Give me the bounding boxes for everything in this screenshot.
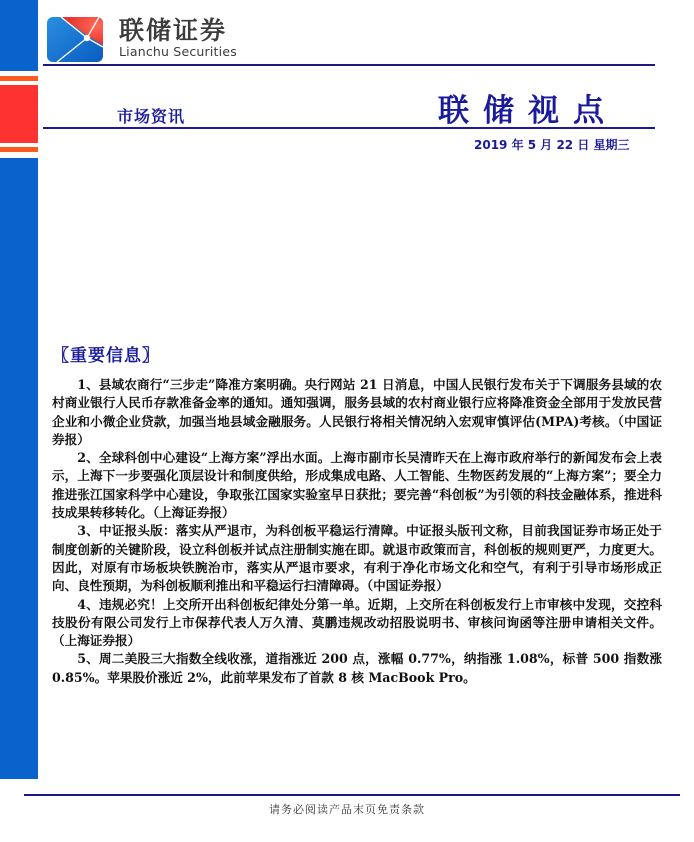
news-item: 5、周二美股三大指数全线收涨，道指涨近 200 点，涨幅 0.77%，纳指涨 1.08%，标普 500 指数涨 0.85%。苹果股价涨近 2%，此前苹果发布了首款 8 核 MacBook Pro。 (52, 651, 662, 685)
sidebar-bar-blue-top (0, 0, 38, 71)
news-item: 2、全球科创中心建设“上海方案”浮出水面。上海市副市长吴清昨天在上海市政府举行的新闻发布会上表示，上海下一步要强化顶层设计和制度供给，形成集成电路、人工智能、生物医药发展的“上海方案”；要全力推进张江国家科学中心建设，争取张江国家实验室早日获批；要完善“科创板”为引领的科技金融体系，推进科技成果转移转化。（上海证券报） (52, 450, 662, 521)
sidebar-stripe-orange (0, 76, 38, 81)
news-item: 4、违规必究！上交所开出科创板纪律处分第一单。近期，上交所在科创板发行上市审核中发现，交控科技股份有限公司发行上市保荐代表人万久清、莫鹏违规改动招股说明书、审核问询函等注册申请相关文件。（上海证券报） (52, 596, 662, 649)
news-item: 3、中证报头版：落实从严退市，为科创板平稳运行清障。中证报头版刊文称，目前我国证券市场正处于制度创新的关键阶段，设立科创板并试点注册制实施在即。就退市政策而言，科创板的规则更严，力度更大。因此，对原有市场板块铁腕治市，落实从严退市要求，有利于净化市场文化和空气，有利于引导市场形成正向、良性预期，为科创板顺利推出和平稳运行扫清障碍。（中国证券报） (52, 523, 662, 594)
sidebar-block-red (0, 85, 38, 143)
brand-name-en: Lianchu Securities (119, 44, 237, 59)
sidebar-stripe-orange (0, 147, 38, 152)
footer-divider (24, 794, 680, 796)
publish-date: 2019 年 5 月 22 日 星期三 (474, 138, 630, 152)
sidebar-bar-blue-bottom (0, 158, 38, 779)
important-info-heading: 〖重要信息〗 (52, 346, 160, 366)
section-label: 市场资讯 (117, 107, 186, 126)
brand-name-cn: 联储证券 (119, 16, 228, 45)
masthead-title: 联储视点 (438, 93, 618, 129)
news-list (52, 376, 662, 687)
lianchu-logo-icon (47, 17, 103, 62)
news-item: 1、县域农商行“三步走”降准方案明确。央行网站 21 日消息，中国人民银行发布关于下调服务县域的农村商业银行人民币存款准备金率的通知。通知强调，服务县域的农村商业银行应将降准资金全部用于发放民营企业和小微企业贷款，加强当地县域金融服务。人民银行将相关情况纳入宏观审慎评估(MPA)考核。（中国证券报） (52, 377, 662, 447)
header-divider (43, 64, 655, 66)
disclaimer-note: 请务必阅读产品末页免责条款 (269, 803, 425, 816)
